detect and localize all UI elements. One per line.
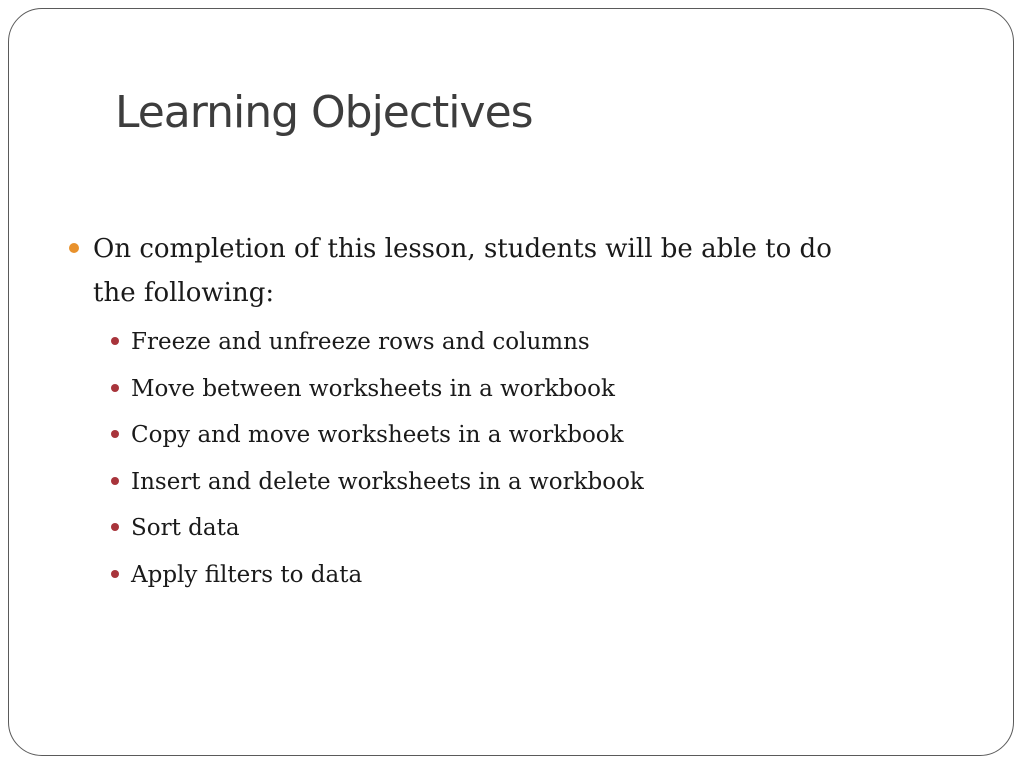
list-item bbox=[69, 366, 929, 413]
list-item bbox=[69, 505, 929, 552]
list-item bbox=[69, 319, 929, 366]
red-bullet-icon bbox=[111, 477, 119, 485]
slide bbox=[8, 8, 1014, 756]
objective-text: Freeze and unfreeze rows and columns bbox=[131, 329, 590, 355]
objective-text: Sort data bbox=[131, 515, 240, 541]
objective-text: Copy and move worksheets in a workbook bbox=[131, 422, 624, 448]
objective-text: Move between worksheets in a workbook bbox=[131, 375, 615, 402]
list-item bbox=[69, 412, 929, 459]
list-item bbox=[69, 552, 929, 599]
list-item bbox=[69, 459, 929, 506]
red-bullet-icon bbox=[111, 570, 119, 578]
bullet-intro bbox=[69, 227, 853, 315]
red-bullet-icon bbox=[111, 384, 119, 392]
red-bullet-icon bbox=[111, 430, 119, 438]
intro-text: On completion of this lesson, students will be able to do the following: bbox=[93, 234, 832, 308]
slide-body bbox=[69, 227, 929, 598]
objectives-list bbox=[69, 319, 929, 598]
objective-text: Apply filters to data bbox=[131, 561, 363, 588]
red-bullet-icon bbox=[111, 523, 119, 531]
red-bullet-icon bbox=[111, 337, 119, 345]
slide-title: Learning Objectives bbox=[115, 87, 533, 138]
orange-bullet-icon bbox=[69, 243, 79, 253]
objective-text: Insert and delete worksheets in a workbook bbox=[131, 468, 644, 495]
